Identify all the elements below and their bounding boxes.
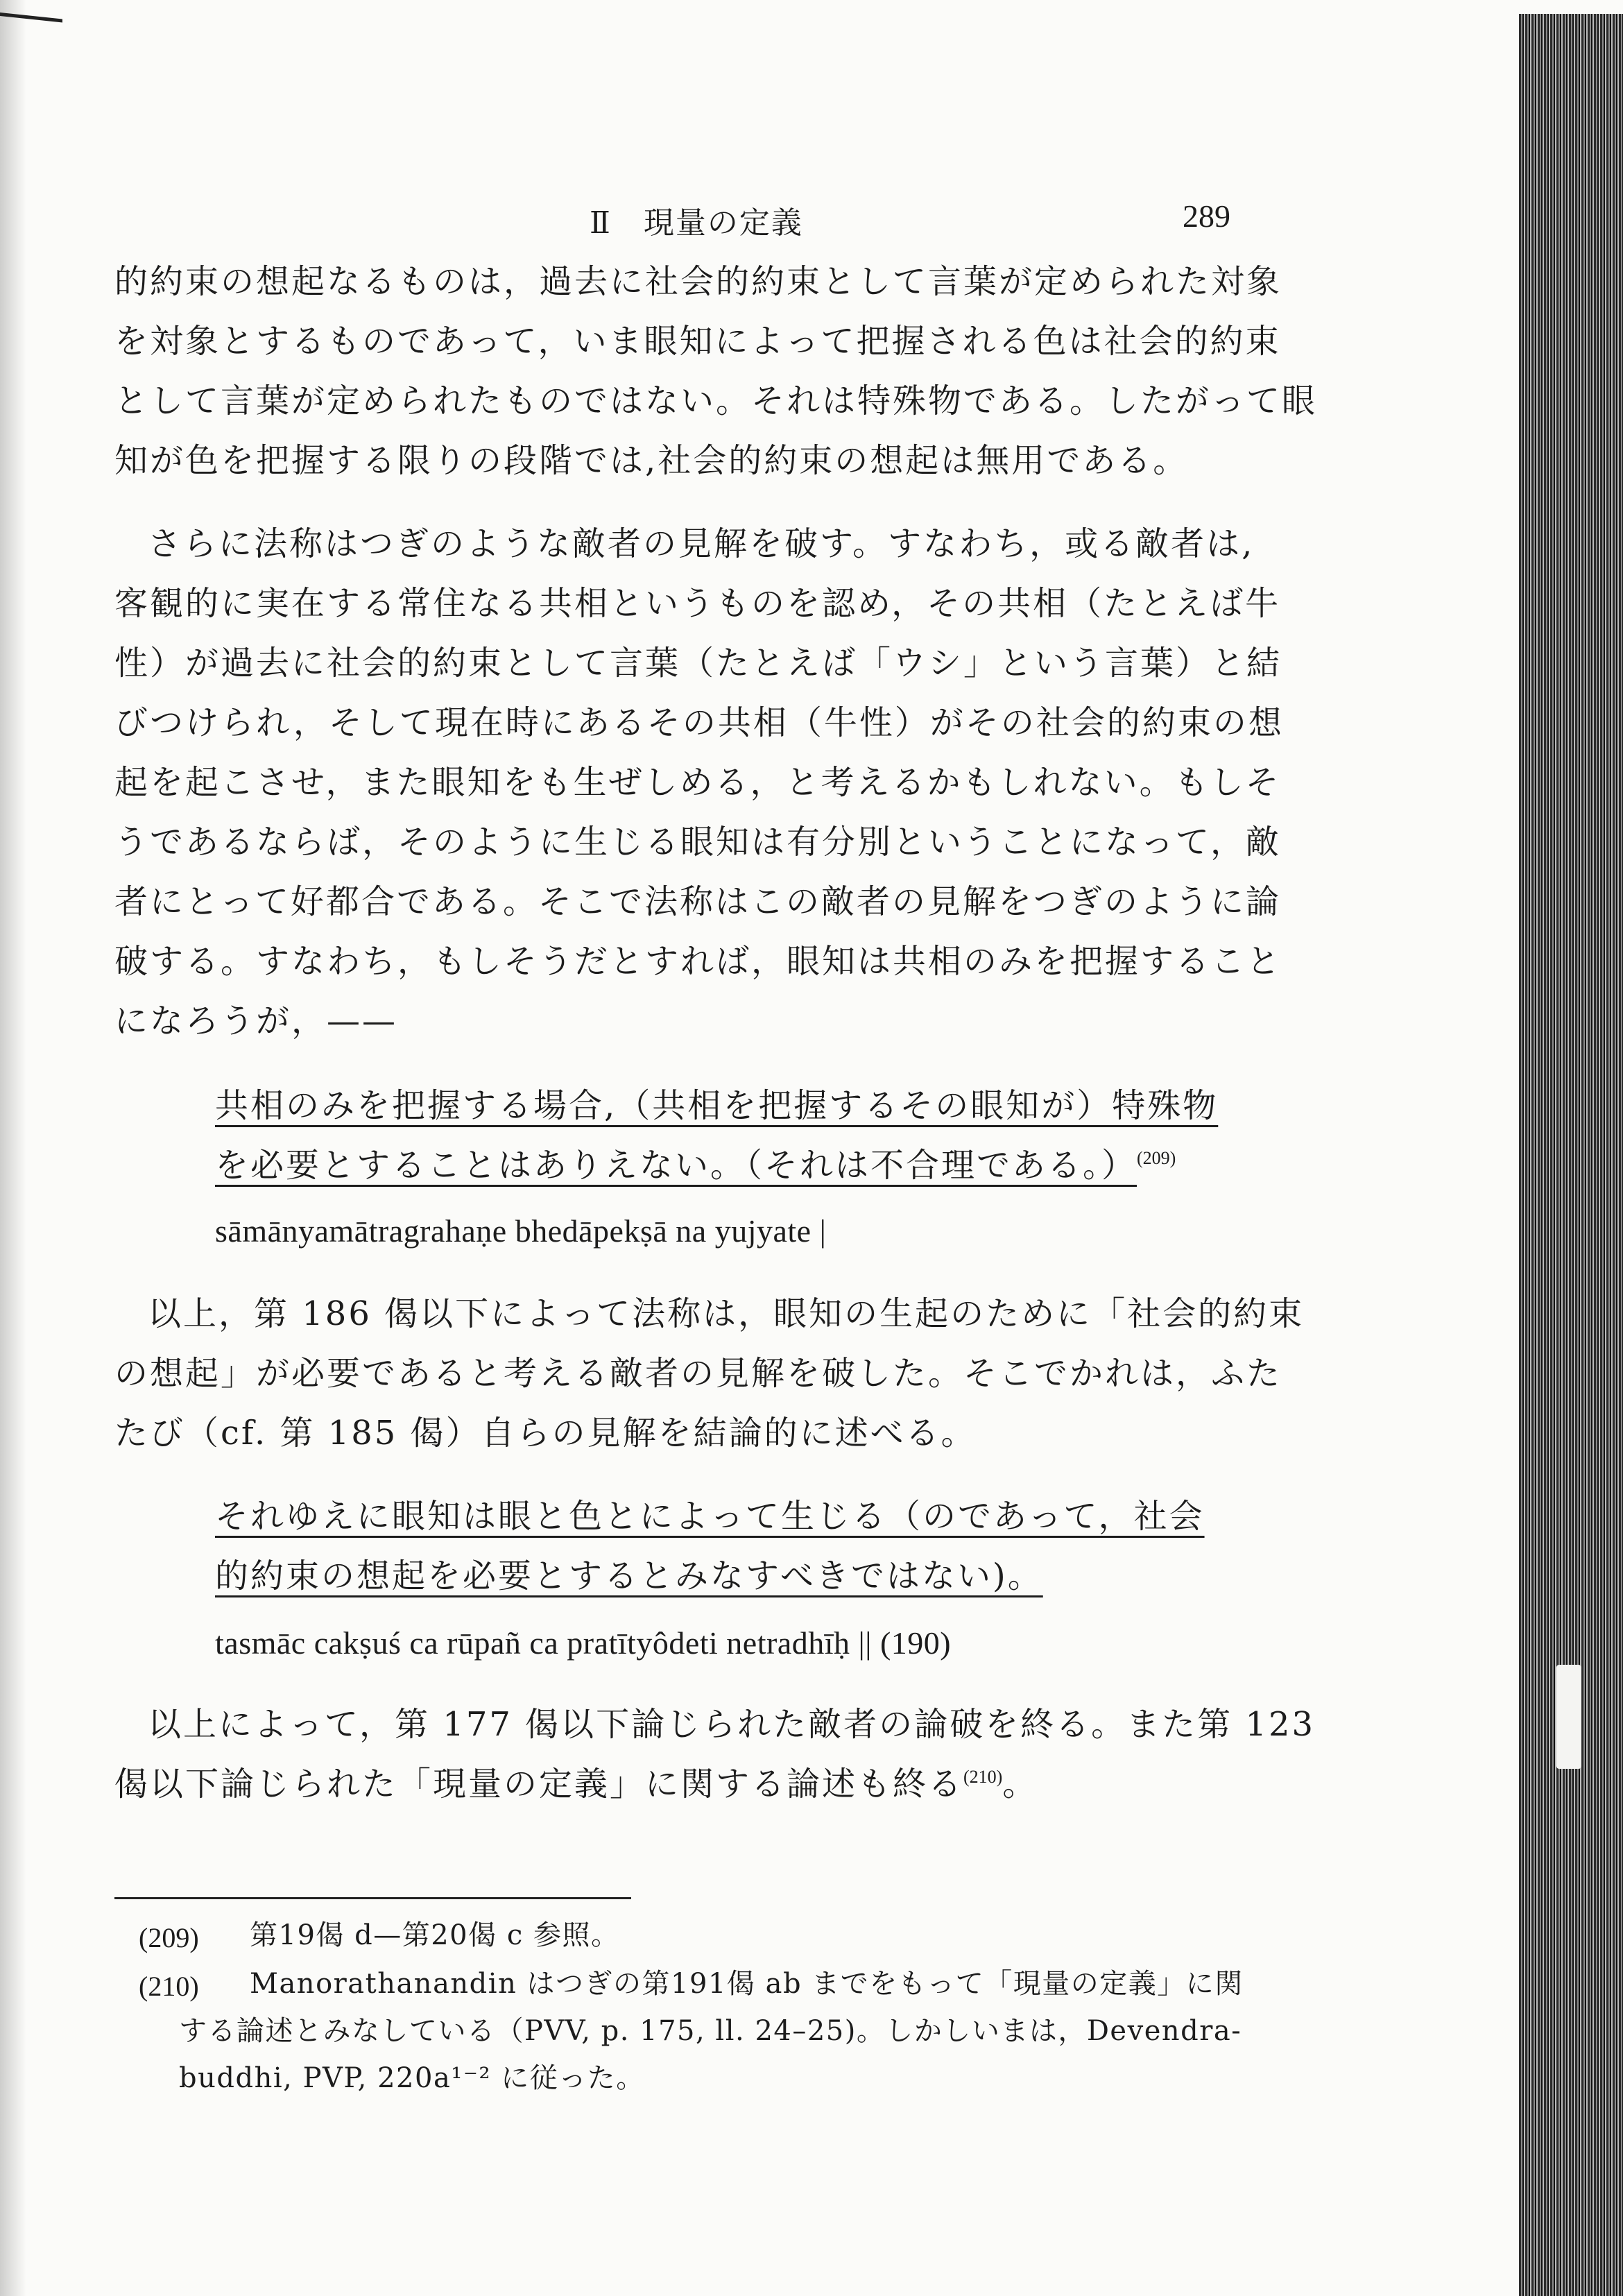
body-line: 者にとって好都合である。そこで法称はこの敵者の見解をつぎのように論 [114,882,1282,921]
verse-translation-line [215,1086,1219,1125]
body-line [114,1765,1266,1804]
verse-translation-line [215,1559,1200,1593]
body-line: を対象とするものであって，いま眼知によって把握される色は社会的約束 [114,322,1281,361]
sanskrit-verse: sāmānyamātragrahaṇe bhedāpekṣā na yujyate | [215,1213,827,1249]
footnote-line: 第19偈 d—第20偈 c 参照。 [250,1919,620,1951]
body-line: 以上，第 186 偈以下によって法称は，眼知の生起のために「社会的約束 [148,1294,1305,1333]
body-line: うであるならば，そのように生じる眼知は有分別ということになって，敵 [114,823,1282,862]
verse-text: 的約束の想起を必要とするとみなすべきではない)。 [215,1557,1043,1595]
sanskrit-verse: tasmāc cakṣuś ca rūpañ ca pratītyôdeti netradhīḥ || (190) [215,1625,952,1661]
footnote-line: する論述とみなしている（PVV, p. 175, ll. 24–25)。しかしいまは，Devendra- [179,2015,1242,2047]
body-line: の想起」が必要であると考える敵者の見解を破した。そこでかれは，ふた [114,1354,1282,1393]
body-line: びつけられ，そして現在時にあるその共相（牛性）がその社会的約束の想 [114,703,1284,742]
body-line: になろうが，—— [114,1002,398,1040]
running-head [111,198,1248,246]
body-line: 以上によって，第 177 偈以下論じられた敵者の論破を終る。また第 123 [148,1705,1316,1744]
verse-translation-line [215,1497,1205,1536]
page-number: 289 [1183,198,1230,234]
verse-text: 共相のみを把握する場合,（共相を把握するその眼知が）特殊物 [215,1086,1219,1125]
body-line: さらに法称はつぎのような敵者の見解を破す。すなわち，或る敵者は, [148,524,1255,563]
scan-shadow-left [0,0,26,2296]
body-line: として言葉が定められたものではない。それは特殊物である。したがって眼 [114,382,1318,420]
verse-text: を必要とすることはありえない。（それは不合理である。） [215,1146,1137,1185]
scan-book-spine [1519,14,1623,2296]
body-line: 破する。すなわち，もしそうだとすれば，眼知は共相のみを把握すること [114,942,1282,981]
verse-text: それゆえに眼知は眼と色とによって生じる（のであって，社会 [215,1497,1205,1536]
scan-clip-mark [1556,1665,1581,1769]
body-line: 知が色を把握する限りの段階では,社会的約束の想起は無用である。 [114,441,1189,480]
footnote-line: buddhi, PVP, 220a¹⁻² に従った。 [179,2062,645,2094]
note-ref: (209) [1137,1148,1176,1168]
scan-page-corner [0,12,62,64]
body-text: 。 [1002,1765,1038,1804]
footnote-number: (209) [139,1922,199,1953]
body-line: 起を起こさせ，また眼知をも生ぜしめる，と考えるかもしれない。もしそ [114,763,1281,802]
note-ref: (210) [963,1767,1003,1787]
footnote-rule [114,1897,631,1899]
body-line: たび（cf. 第 185 偈）自らの見解を結論的に述べる。 [114,1414,977,1453]
footnote-number: (210) [139,1971,199,2002]
footnote-line: Manorathanandin はつぎの第191偈 ab までをもって「現量の定義」に関 [250,1968,1244,2000]
body-line: 客観的に実在する常住なる共相というものを認め，その共相（たとえば牛 [114,584,1281,623]
body-line: 的約束の想起なるものは，過去に社会的約束として言葉が定められた対象 [114,262,1282,301]
verse-translation-line [215,1146,1200,1185]
chapter-title: Ⅱ 現量の定義 [590,205,803,241]
body-text: 偈以下論じられた「現量の定義」に関する論述も終る [114,1765,964,1804]
body-line: 性）が過去に社会的約束として言葉（たとえば「ウシ」という言葉）と結 [114,644,1282,683]
